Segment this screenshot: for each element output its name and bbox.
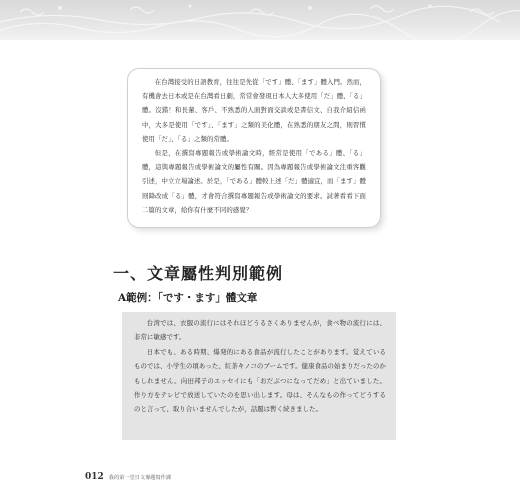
example-text-box	[122, 312, 396, 440]
section-title: 一、文章屬性判別範例	[113, 264, 284, 283]
book-title: 我的第一堂日文專題寫作課	[108, 475, 172, 481]
example-paragraph-2: 日本でも、ある時期、爆発的にある食品が流行したことがあります。覚えているものでは、小学生の頃あった、紅茶キノコのブームです。健康食品の始まりだったのかもしれません。向田邦子のエッセイにも「おだぶつになってだめ」と出ていました。作り方をテレビで放送していたのを思い出します。母は、そんなもの作ってどうするのと言って、取り合いませんでしたが，話題は暫く続きました。	[134, 347, 386, 414]
page-number: 012	[85, 472, 104, 482]
wave-pattern-icon	[0, 0, 520, 40]
decorative-header-band	[0, 0, 520, 40]
page-footer	[85, 472, 171, 484]
intro-paragraph-1: 在台灣接受的日語教育，往往是先從「です」體、「ます」體入門。然而，有機會去日本或是在台灣看日劇，常常會發現日本人大多使用「だ」體、「る」體。沒錯！和長輩、客戶、不熟悉的人面對面交談或是書信文、自我介紹信函中，大多是使用「です」、「ます」之類的美化體，在熟悉的朋友之間，則習慣使用「だ」、「る」之類的常體。	[142, 78, 366, 143]
intro-callout-box	[127, 68, 381, 228]
intro-paragraph-2: 但是，在撰寫專題報告或學術論文時，經常是使用「である」體、「る」體，這與專題報告或學術論文的屬性有關。因為專題報告或學術論文注重客觀引述，中立立場論述。於是，「である」體較上述「だ」體適宜，而「ます」體則降改成「る」體，才會符合撰寫專題報告或學術論文的要求。試著看看下面二篇的文章，給你有什麼不同的感覺？	[142, 149, 366, 214]
subsection-title: A範例：「です・ます」體文章	[118, 292, 258, 304]
example-paragraph-1: 台湾では、衣服の流行にはそれほどうるさくありませんが，食べ物の流行には、非常に敏感です。	[134, 319, 386, 342]
